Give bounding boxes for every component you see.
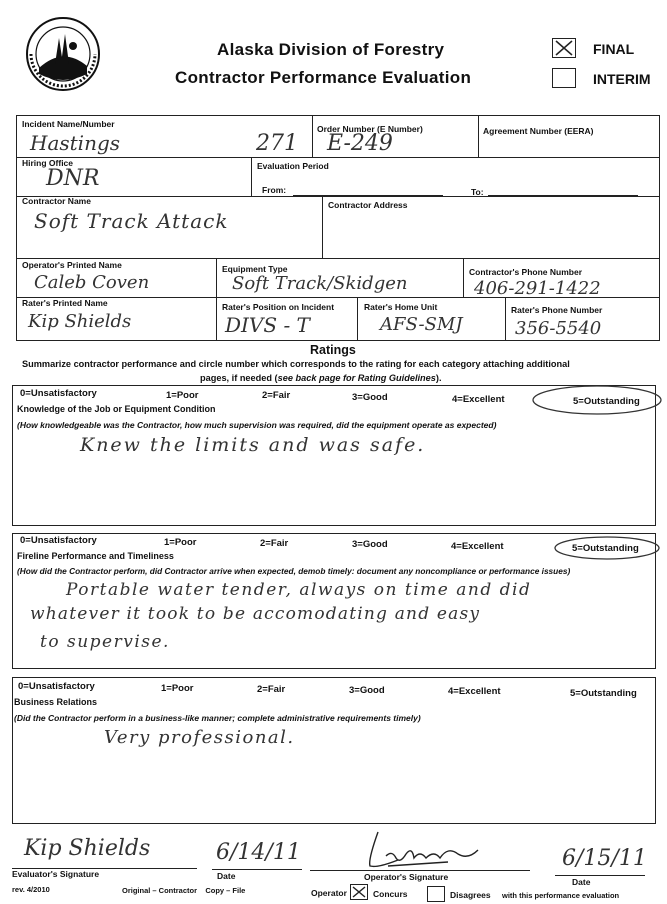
- order-value[interactable]: E-249: [327, 131, 393, 156]
- form-title-line2: Contractor Performance Evaluation: [175, 68, 472, 87]
- equipment-type-value[interactable]: Soft Track/Skidgen: [232, 273, 408, 294]
- rating-circle-mark: [530, 383, 664, 417]
- scale-0[interactable]: 0=Unsatisfactory: [20, 388, 97, 399]
- incident-number[interactable]: 271: [256, 131, 298, 156]
- equipment-type-label: Equipment Type: [222, 264, 288, 274]
- operator-name-label: Operator's Printed Name: [22, 260, 122, 270]
- ratings-instructions-line2: pages, if needed (see back page for Rating Guidelines).: [200, 373, 442, 383]
- ratings-instructions-line1: Summarize contractor performance and circle number which corresponds to the rating for each category attaching additional: [22, 359, 570, 369]
- incident-label: Incident Name/Number: [22, 119, 115, 129]
- rater-phone-value[interactable]: 356-5540: [515, 318, 602, 339]
- rater-home-unit-label: Rater's Home Unit: [364, 302, 438, 312]
- hiring-office-value[interactable]: DNR: [46, 166, 100, 191]
- scale-0[interactable]: 0=Unsatisfactory: [18, 681, 95, 692]
- form-title-line1: Alaska Division of Forestry: [217, 40, 445, 59]
- section-question: (How did the Contractor perform, did Contractor arrive when expected, demob timely: document any noncompliance or performance issues): [17, 566, 571, 576]
- scale-2[interactable]: 2=Fair: [257, 684, 286, 695]
- copy-distribution: Original – Contractor Copy – File: [122, 886, 246, 895]
- rater-name-label: Rater's Printed Name: [22, 298, 108, 308]
- contractor-name-label: Contractor Name: [22, 196, 91, 206]
- hiring-office-label: Hiring Office: [22, 158, 74, 168]
- final-checkbox[interactable]: [552, 38, 576, 58]
- operator-name-value[interactable]: Caleb Coven: [34, 272, 150, 293]
- contractor-name-value[interactable]: Soft Track Attack: [34, 209, 229, 233]
- contractor-phone-label: Contractor's Phone Number: [469, 267, 583, 277]
- agreement-statement: with this performance evaluation: [502, 891, 620, 900]
- interim-checkbox[interactable]: [552, 68, 576, 88]
- section-question: (How knowledgeable was the Contractor, how much supervision was required, did the equipment operate as expected): [17, 420, 497, 430]
- scale-4[interactable]: 4=Excellent: [448, 686, 501, 697]
- scale-4[interactable]: 4=Excellent: [451, 541, 504, 552]
- rating-circle-mark: [552, 535, 662, 561]
- from-label: From:: [262, 185, 287, 195]
- contractor-address-label: Contractor Address: [328, 200, 408, 210]
- section-comment[interactable]: Knew the limits and was safe.: [80, 434, 426, 456]
- scale-5[interactable]: 5=Outstanding: [572, 543, 639, 554]
- scale-5[interactable]: 5=Outstanding: [570, 688, 637, 699]
- section-title: Knowledge of the Job or Equipment Condition: [17, 404, 216, 414]
- scale-3[interactable]: 3=Good: [352, 392, 388, 403]
- revision-label: rev. 4/2010: [12, 885, 50, 894]
- scale-3[interactable]: 3=Good: [352, 539, 388, 550]
- rater-position-value[interactable]: DIVS - T: [225, 313, 310, 337]
- scale-4[interactable]: 4=Excellent: [452, 394, 505, 405]
- scale-2[interactable]: 2=Fair: [262, 390, 291, 401]
- scale-1[interactable]: 1=Poor: [166, 390, 199, 401]
- scale-1[interactable]: 1=Poor: [161, 683, 194, 694]
- section-comment[interactable]: whatever it took to be accomodating and easy: [30, 604, 481, 624]
- scale-0[interactable]: 0=Unsatisfactory: [20, 535, 97, 546]
- to-label: To:: [471, 187, 484, 197]
- section-comment[interactable]: Very professional.: [104, 727, 295, 748]
- scale-5[interactable]: 5=Outstanding: [573, 396, 640, 407]
- scale-3[interactable]: 3=Good: [349, 685, 385, 696]
- agreement-label: Agreement Number (EERA): [483, 126, 594, 136]
- contractor-phone-value[interactable]: 406-291-1422: [474, 278, 601, 299]
- evaluator-date-label: Date: [217, 871, 236, 881]
- concurs-label: Concurs: [373, 889, 408, 899]
- rater-name-value[interactable]: Kip Shields: [28, 311, 132, 332]
- disagrees-label: Disagrees: [450, 890, 491, 900]
- section-question: (Did the Contractor perform in a business-like manner; complete administrative requirements timely): [14, 713, 421, 723]
- operator-label: Operator: [311, 888, 347, 898]
- section-comment[interactable]: to supervise.: [40, 632, 170, 652]
- operator-signature-label: Operator's Signature: [364, 872, 449, 882]
- evaluation-period-label: Evaluation Period: [257, 161, 329, 171]
- section-title: Fireline Performance and Timeliness: [17, 551, 174, 561]
- rating-section-business: [12, 677, 656, 824]
- evaluator-date[interactable]: 6/14/11: [216, 840, 301, 865]
- final-label: FINAL: [593, 41, 635, 57]
- rater-position-label: Rater's Position on Incident: [222, 302, 335, 312]
- ratings-heading: Ratings: [310, 343, 356, 357]
- scale-2[interactable]: 2=Fair: [260, 538, 289, 549]
- section-comment[interactable]: Portable water tender, always on time and did: [66, 580, 532, 600]
- rater-home-unit-value[interactable]: AFS-SMJ: [380, 314, 463, 335]
- operator-signature-image[interactable]: [348, 820, 498, 880]
- operator-date[interactable]: 6/15/11: [562, 846, 647, 871]
- rater-phone-label: Rater's Phone Number: [511, 305, 603, 315]
- order-label: Order Number (E Number): [317, 124, 423, 134]
- section-title: Business Relations: [14, 697, 98, 707]
- forestry-seal-logo: [25, 16, 101, 92]
- scale-1[interactable]: 1=Poor: [164, 537, 197, 548]
- interim-label: INTERIM: [593, 71, 651, 87]
- incident-value[interactable]: Hastings: [30, 131, 121, 155]
- concurs-checkbox[interactable]: [350, 884, 368, 900]
- operator-date-label: Date: [572, 877, 591, 887]
- evaluator-signature[interactable]: Kip Shields: [24, 836, 151, 861]
- evaluator-signature-label: Evaluator's Signature: [12, 869, 100, 879]
